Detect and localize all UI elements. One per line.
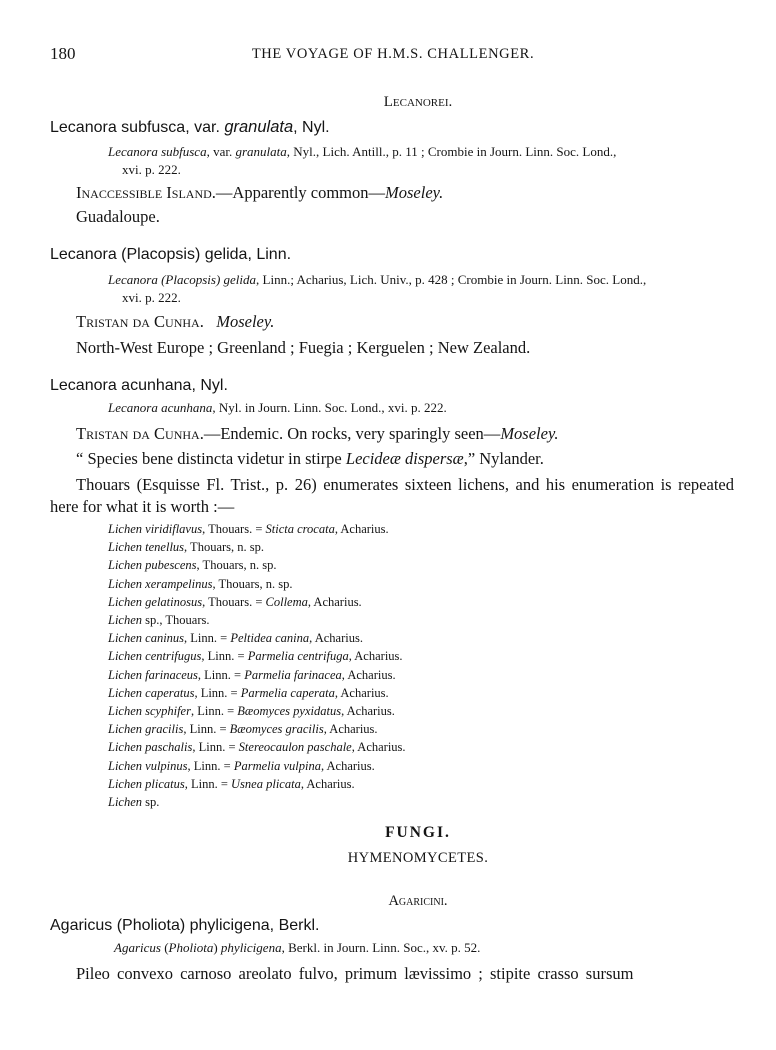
synonym-name: Bæomyces pyxidatus (237, 704, 342, 719)
synonym-name: Sticta crocata (265, 522, 335, 536)
lichen-name: Lichen (108, 613, 143, 628)
collector: Moseley. (500, 424, 559, 443)
reference: Agaricus (Pholiota) phylicigena, Berkl. in Journ. Linn. Soc., xv. p. 52. (114, 940, 481, 955)
distribution-line: North-West Europe ; Greenland ; Fuegia ; Kerguelen ; New Zealand. (76, 338, 531, 357)
reference: Lecanora acunhana, Nyl. in Journ. Linn. Soc. Lond., xvi. p. 222. (108, 400, 447, 415)
page-header (50, 44, 736, 66)
species-name: Lecanora subfusca (50, 119, 186, 136)
lichen-list-item: Lichen paschalis, Linn. = Stereocaulon paschale, Acharius. (108, 740, 406, 755)
locality-line: Inaccessible Island.—Apparently common—Moseley. (76, 183, 444, 202)
reference: Lecanora subfusca, var. granulata, Nyl., Lich. Antill., p. 11 ; Crombie in Journ. Linn. Soc. Lond., (108, 144, 617, 159)
hymenomycetes-heading: HYMENOMYCETES. (347, 850, 489, 866)
lichen-name: Lichen caperatus (108, 685, 195, 700)
species-name: Agaricus (Pholiota) phylicigena (50, 917, 270, 934)
lichen-name: Lichen centrifugus (108, 649, 202, 664)
lichen-name: Lichen scyphifer (108, 704, 191, 719)
lichen-list-item: Lichen pubescens, Thouars, n. sp. (108, 558, 277, 573)
lichen-name: Lichen caninus (108, 631, 185, 646)
species-title: Lecanora acunhana, Nyl. (50, 377, 228, 394)
lichen-name: Lichen xerampelinus (108, 576, 213, 591)
collector: Moseley. (385, 183, 444, 202)
synonym-name: Parmelia caperata (240, 685, 335, 700)
lichen-list-item: Lichen sp., Thouars. (108, 613, 210, 628)
lichen-list-item: Lichen plicatus, Linn. = Usnea plicata, Acharius. (108, 776, 355, 791)
lichen-list-item: Lichen farinaceus, Linn. = Parmelia farinacea, Acharius. (108, 667, 396, 682)
lichen-list-item: Lichen centrifugus, Linn. = Parmelia centrifuga, Acharius. (108, 649, 403, 664)
page-number: 180 (50, 44, 76, 63)
collector: Moseley. (216, 312, 275, 331)
lichen-name: Lichen vulpinus (108, 758, 188, 773)
locality-place: Tristan da Cunha. (76, 424, 204, 443)
lichen-name: Lichen tenellus (108, 540, 185, 555)
lichen-list-item: Lichen scyphifer, Linn. = Bæomyces pyxidatus, Acharius. (108, 704, 395, 719)
running-title: THE VOYAGE OF H.M.S. CHALLENGER. (251, 46, 535, 62)
locality-place: Inaccessible Island. (76, 183, 216, 202)
reference: Lecanora (Placopsis) gelida, Linn.; Acharius, Lich. Univ., p. 428 ; Crombie in Journ. Linn. Soc. Lond., (108, 272, 647, 287)
lichen-name: Lichen plicatus (108, 776, 185, 791)
lichen-name: Lichen viridiflavus (108, 522, 203, 536)
synonym-name: Parmelia farinacea (244, 667, 342, 682)
lichen-list-item: Lichen gracilis, Linn. = Bæomyces gracilis, Acharius. (108, 722, 378, 737)
lichen-list-item: Lichen tenellus, Thouars, n. sp. (108, 540, 265, 555)
synonym-name: Stereocaulon paschale (238, 740, 352, 755)
locality-line: Guadaloupe. (76, 207, 160, 226)
lichen-list-item: Lichen sp. (108, 795, 160, 810)
reference-continued: xvi. p. 222. (122, 162, 181, 177)
lichen-name: Lichen gracilis (108, 722, 184, 737)
lichen-list-item: Lichen vulpinus, Linn. = Parmelia vulpina, Acharius. (108, 758, 375, 773)
species-title: Lecanora subfusca, var. granulata, Nyl. (50, 118, 330, 136)
synonym-name: Usnea plicata (231, 776, 301, 791)
lichen-list-item: Lichen viridiflavus, Thouars. = Sticta crocata, Acharius. (108, 522, 389, 536)
locality-line (76, 312, 274, 332)
thouars-paragraph: Thouars (Esquisse Fl. Trist., p. 26) enumerates sixteen lichens, and his enumeration is repeated here for what it is worth :— (50, 475, 734, 516)
species-name: Lecanora acunhana (50, 377, 192, 394)
synonym-name: Parmelia vulpina (233, 758, 321, 773)
lichen-list-item: Lichen gelatinosus, Thouars. = Collema, Acharius. (108, 594, 362, 609)
lichen-name: Lichen (108, 795, 143, 810)
reference-continued: xvi. p. 222. (122, 290, 181, 305)
lichen-list-item: Lichen caperatus, Linn. = Parmelia caperata, Acharius. (108, 685, 389, 700)
lichen-list (108, 520, 406, 811)
species-name: Lecanora (Placopsis) gelida (50, 246, 248, 263)
section-heading-lecanorei: Lecanorei. (383, 94, 453, 110)
synonym-name: Bæomyces gracilis (229, 722, 324, 737)
synonym-name: Parmelia centrifuga (247, 649, 349, 664)
locality-place: Tristan da Cunha. (76, 312, 204, 331)
lichen-list-item: Lichen caninus, Linn. = Peltidea canina, Acharius. (108, 631, 363, 646)
lichen-name: Lichen gelatinosus (108, 594, 203, 609)
variety-name: granulata (224, 118, 294, 136)
description-line: Pileo convexo carnoso areolato fulvo, primum lævissimo ; stipite crasso sursum (76, 964, 634, 983)
species-title: Lecanora (Placopsis) gelida, Linn. (50, 246, 292, 263)
synonym-name: Collema (265, 594, 308, 609)
locality-line: Tristan da Cunha.—Endemic. On rocks, very sparingly seen—Moseley. (76, 424, 559, 443)
lichen-name: Lichen farinaceus (108, 667, 198, 682)
quotation: “ Species bene distincta videtur in stirpe Lecideæ dispersæ,” Nylander. (76, 449, 544, 468)
lichen-name: Lichen pubescens (108, 558, 197, 573)
tribe-heading: Agaricini. (388, 893, 448, 909)
lichen-list-item: Lichen xerampelinus, Thouars, n. sp. (108, 576, 293, 591)
species-title: Agaricus (Pholiota) phylicigena, Berkl. (50, 917, 320, 934)
lichen-name: Lichen paschalis (108, 740, 193, 755)
fungi-heading: FUNGI. (385, 824, 451, 841)
synonym-name: Peltidea canina (230, 631, 310, 646)
